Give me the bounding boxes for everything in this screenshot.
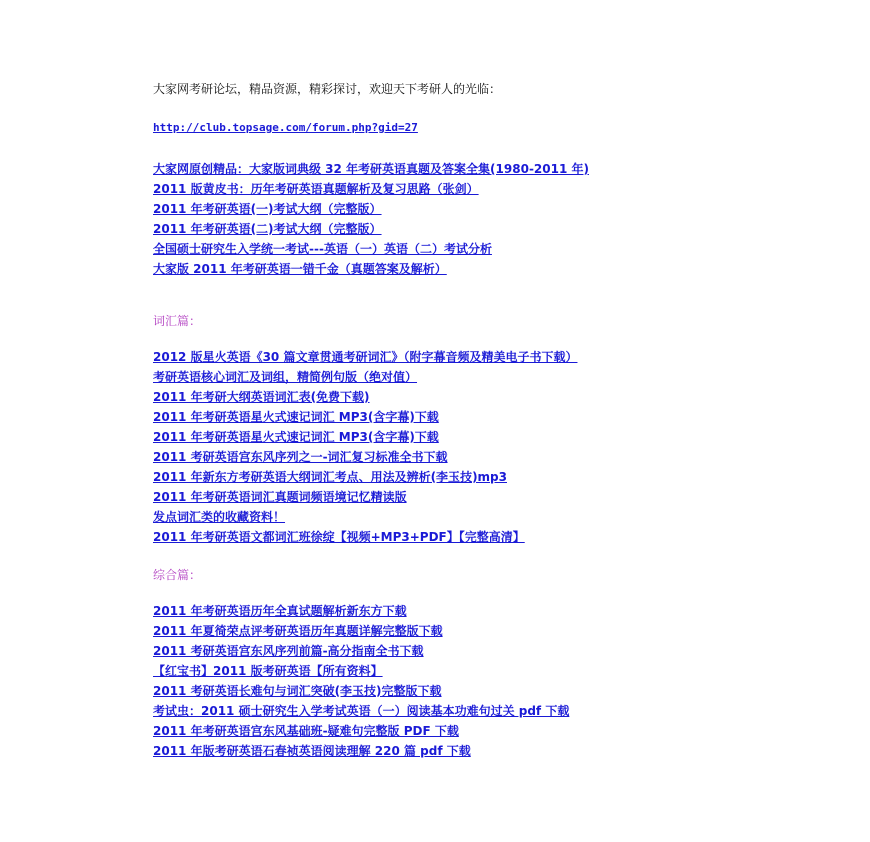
list-item [153, 640, 723, 660]
resource-link[interactable]: 2011 年考研英语词汇真题词频语境记忆精读版 [153, 490, 407, 504]
list-item [153, 238, 723, 258]
list-item [153, 346, 723, 366]
list-item [153, 218, 723, 238]
resource-link[interactable]: 2011 年考研大纲英语词汇表(免费下载) [153, 390, 370, 404]
list-item [153, 680, 723, 700]
resource-link[interactable]: 2011 考研英语宫东风序列前篇-高分指南全书下载 [153, 644, 424, 658]
list-item [153, 486, 723, 506]
resource-link[interactable]: 发点词汇类的收藏资料！ [153, 510, 286, 524]
resource-link[interactable]: 大家网原创精品：大家版词典级 32 年考研英语真题及答案全集(1980-2011 年) [153, 162, 589, 176]
list-item [153, 426, 723, 446]
resource-link[interactable]: 2011 年考研英语星火式速记词汇 MP3(含字幕)下载 [153, 410, 439, 424]
resource-link[interactable]: 2012 版星火英语《30 篇文章贯通考研词汇》（附字幕音频及精美电子书下载） [153, 350, 578, 364]
resource-link[interactable]: 【红宝书】2011 版考研英语【所有资料】 [153, 664, 383, 678]
section-heading-vocab: 词汇篇： [153, 314, 202, 328]
list-item [153, 258, 723, 278]
list-item [153, 178, 723, 198]
resource-link[interactable]: 2011 年考研英语宫东风基础班-疑难句完整版 PDF 下载 [153, 724, 459, 738]
resource-link[interactable]: 2011 版黄皮书：历年考研英语真题解析及复习思路（张剑） [153, 182, 479, 196]
section-heading-general: 综合篇： [153, 568, 202, 582]
resource-link[interactable]: 2011 年考研英语星火式速记词汇 MP3(含字幕)下载 [153, 430, 439, 444]
resource-link[interactable]: 2011 考研英语宫东风序列之一-词汇复习标准全书下载 [153, 450, 448, 464]
resource-link[interactable]: 2011 年考研英语文都词汇班徐绽【视频+MP3+PDF】【完整高清】 [153, 530, 525, 544]
list-item [153, 720, 723, 740]
list-item [153, 446, 723, 466]
list-item [153, 366, 723, 386]
list-item [153, 700, 723, 720]
list-item [153, 620, 723, 640]
list-item [153, 198, 723, 218]
list-item [153, 406, 723, 426]
list-item [153, 158, 723, 178]
list-item [153, 526, 723, 546]
list-item [153, 740, 723, 760]
link-list-general [153, 600, 723, 760]
list-item [153, 600, 723, 620]
resource-link[interactable]: 2011 年版考研英语石春祯英语阅读理解 220 篇 pdf 下载 [153, 744, 471, 758]
resource-link[interactable]: 大家版 2011 年考研英语一错千金（真题答案及解析） [153, 262, 447, 276]
list-item [153, 506, 723, 526]
resource-link[interactable]: 考试虫：2011 硕士研究生入学考试英语（一）阅读基本功难句过关 pdf 下载 [153, 704, 570, 718]
intro-text: 大家网考研论坛，精品资源，精彩探讨，欢迎天下考研人的光临： [153, 82, 502, 96]
resource-link[interactable]: 2011 年考研英语历年全真试题解析新东方下载 [153, 604, 407, 618]
link-list-vocab [153, 346, 723, 546]
document-page [153, 80, 723, 760]
list-item [153, 466, 723, 486]
list-item [153, 660, 723, 680]
resource-link[interactable]: 2011 考研英语长难句与词汇突破(李玉技)完整版下载 [153, 684, 442, 698]
forum-url-link[interactable]: http://club.topsage.com/forum.php?gid=27 [153, 121, 418, 134]
resource-link[interactable]: 2011 年新东方考研英语大纲词汇考点、用法及辨析(李玉技)mp3 [153, 470, 507, 484]
resource-link[interactable]: 2011 年夏徛荣点评考研英语历年真题详解完整版下载 [153, 624, 443, 638]
resource-link[interactable]: 全国硕士研究生入学统一考试---英语（一）英语（二）考试分析 [153, 242, 492, 256]
resource-link[interactable]: 2011 年考研英语(二)考试大纲（完整版） [153, 222, 382, 236]
list-item [153, 386, 723, 406]
resource-link[interactable]: 2011 年考研英语(一)考试大纲（完整版） [153, 202, 382, 216]
resource-link[interactable]: 考研英语核心词汇及词组，精简例句版（绝对值） [153, 370, 418, 384]
link-list-featured [153, 158, 723, 278]
